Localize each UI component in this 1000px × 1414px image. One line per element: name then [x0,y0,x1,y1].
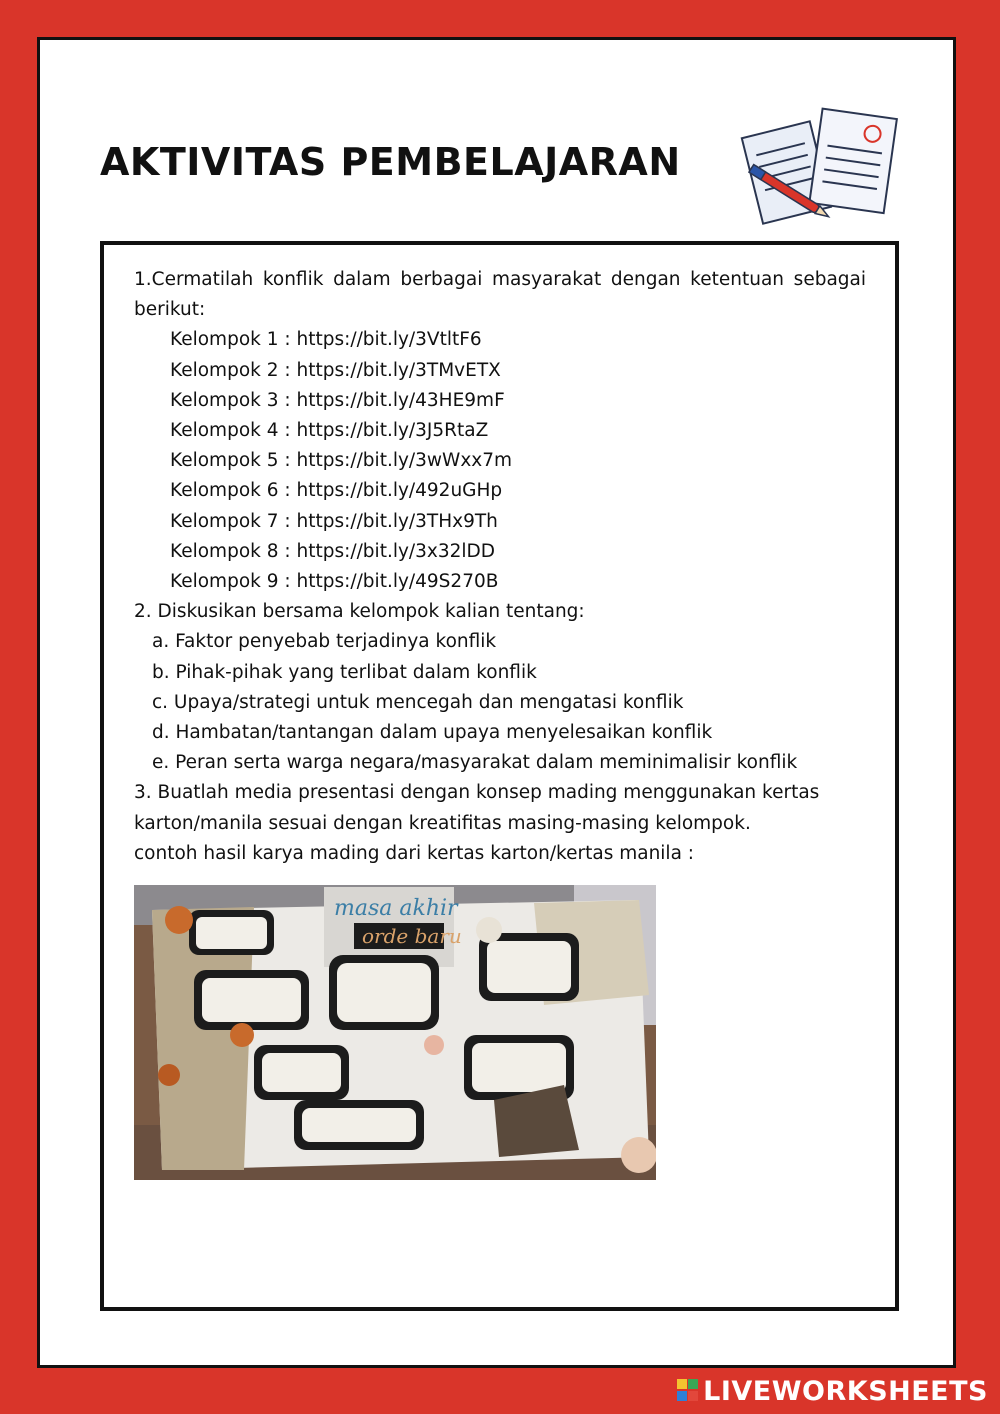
group-link[interactable]: Kelompok 6 : https://bit.ly/492uGHp [170,480,503,502]
mading-title-line: masa akhir [334,896,458,921]
discussion-topic: b. Pihak-pihak yang terlibat dalam konflik [152,661,537,683]
group-link[interactable]: Kelompok 5 : https://bit.ly/3wWxx7m [170,450,513,472]
discussion-topic: a. Faktor penyebab terjadinya konflik [152,631,497,653]
instruction-2: 2. Diskusikan bersama kelompok kalian tentang: [134,601,585,623]
group-link[interactable]: Kelompok 8 : https://bit.ly/3x32lDD [170,540,496,562]
group-link-list [134,325,866,597]
discussion-topic: c. Upaya/strategi untuk mencegah dan mengatasi konflik [152,691,684,713]
papers-and-pen-icon [740,105,905,230]
discussion-topic: d. Hambatan/tantangan dalam upaya menyelesaikan konflik [152,722,713,744]
instruction-3-line: contoh hasil karya mading dari kertas karton/kertas manila : [134,842,695,864]
instruction-3-line: karton/manila sesuai dengan kreatifitas masing-masing kelompok. [134,812,751,834]
group-link[interactable]: Kelompok 9 : https://bit.ly/49S270B [170,571,499,593]
liveworksheets-logo-icon [677,1379,699,1403]
instruction-1: 1.Cermatilah konflik dalam berbagai masyarakat dengan ketentuan sebagai berikut: [134,269,866,321]
group-link[interactable]: Kelompok 4 : https://bit.ly/3J5RtaZ [170,420,489,442]
discussion-topic-list [134,627,866,778]
group-link[interactable]: Kelompok 1 : https://bit.ly/3VtltF6 [170,329,482,351]
liveworksheets-logo [677,1376,988,1406]
mading-title-line: orde baru [362,924,462,948]
page-title: AKTIVITAS PEMBELAJARAN [100,140,681,184]
footer-brand: LIVEWORKSHEETS [703,1375,988,1407]
mading-example-photo [134,885,656,1180]
discussion-topic: e. Peran serta warga negara/masyarakat dalam meminimalisir konflik [152,752,798,774]
instructions-text [134,265,866,869]
group-link[interactable]: Kelompok 2 : https://bit.ly/3TMvETX [170,359,501,381]
group-link[interactable]: Kelompok 7 : https://bit.ly/3THx9Th [170,510,498,532]
instruction-3-line: 3. Buatlah media presentasi dengan konsep mading menggunakan kertas [134,782,820,804]
group-link[interactable]: Kelompok 3 : https://bit.ly/43HE9mF [170,389,505,411]
